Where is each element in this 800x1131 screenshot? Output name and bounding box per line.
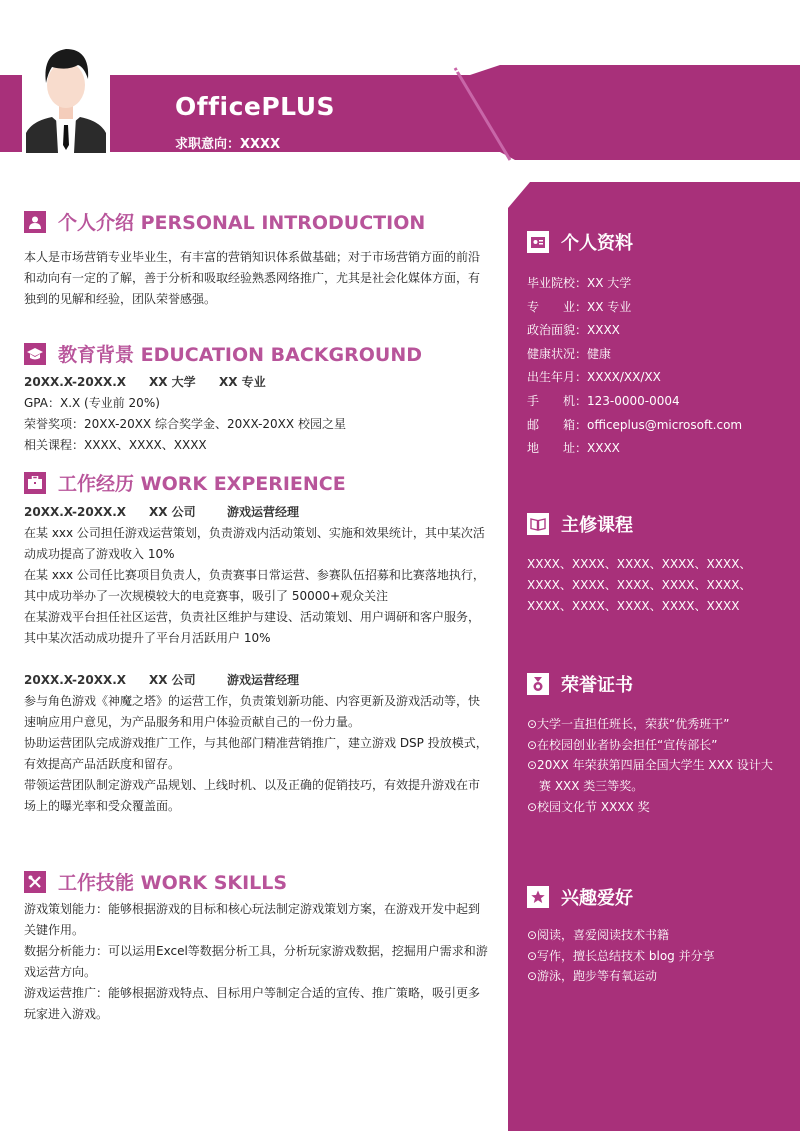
hobbies-title: 兴趣爱好 bbox=[561, 888, 633, 909]
profile-value: 健康 bbox=[587, 346, 612, 361]
star-icon bbox=[527, 886, 549, 908]
job-line: 参与角色游戏《神魔之塔》的运营工作，负责策划新功能、内容更新及游戏活动等，快速响应用户意见，为产品服务和用户体验贡献自己的一份力量。 bbox=[24, 694, 481, 729]
job-company: XX 公司 bbox=[149, 673, 196, 687]
profile-item bbox=[527, 437, 787, 461]
job-period: 20XX.X-20XX.X bbox=[24, 505, 127, 519]
profile-value: XXXX bbox=[587, 441, 620, 456]
job-intent: 求职意向：XXXX bbox=[175, 137, 281, 152]
hobby-item: ⊙阅读，喜爱阅读技术书籍 bbox=[527, 928, 670, 942]
skills-title: 工作技能 WORK SKILLS bbox=[58, 872, 288, 894]
job-line: 在某 xxx 公司任比赛项目负责人，负责赛事日常运营、参赛队伍招募和比赛落地执行，其中成功举办了一次规模较大的电竞赛事，吸引了 50000+观众关注 bbox=[24, 568, 485, 603]
person-icon bbox=[24, 211, 46, 233]
intro-text: 本人是市场营销专业毕业生，有丰富的营销知识体系做基础；对于市场营销方面的前沿和动向有一定的了解，善于分析和吸取经验熟悉网络推广，尤其是社会化媒体方面，有独到的见解和经验，团队荣誉感强。 bbox=[24, 250, 481, 306]
work-job-2 bbox=[24, 670, 489, 817]
profile-key: 健康状况： bbox=[527, 346, 588, 361]
profile-key: 邮 箱： bbox=[527, 417, 588, 432]
education-title: 教育背景 EDUCATION BACKGROUND bbox=[58, 344, 422, 366]
job-period: 20XX.X-20XX.X bbox=[24, 673, 127, 687]
education-school: XX 大学 bbox=[149, 375, 196, 389]
profile-item bbox=[527, 272, 787, 296]
honor-item: ⊙大学一直担任班长，荣获“优秀班干” bbox=[527, 717, 730, 731]
tools-icon bbox=[24, 871, 46, 893]
briefcase-icon bbox=[24, 472, 46, 494]
skills-block bbox=[24, 899, 489, 1025]
section-title-work bbox=[24, 469, 346, 496]
profile-value: XXXX/XX/XX bbox=[587, 370, 661, 385]
header-band bbox=[0, 0, 800, 170]
courses-title: 主修课程 bbox=[561, 515, 633, 536]
skill-line: 游戏运营推广：能够根据游戏特点、目标用户等制定合适的宣传、推广策略，吸引更多玩家进入游戏。 bbox=[24, 986, 481, 1021]
profile-key: 政治面貌： bbox=[527, 323, 588, 338]
profile-key: 手 机： bbox=[527, 393, 588, 408]
profile-value: XX 大学 bbox=[587, 276, 632, 290]
honor-item: ⊙20XX 年荣获第四届全国大学生 XXX 设计大 bbox=[527, 758, 773, 773]
profile-item bbox=[527, 414, 787, 438]
education-block bbox=[24, 372, 489, 456]
medal-icon bbox=[527, 673, 549, 695]
avatar bbox=[22, 37, 110, 153]
profile-key: 毕业院校： bbox=[527, 276, 588, 290]
profile-key: 出生年月： bbox=[527, 370, 588, 385]
intro-title: 个人介绍 PERSONAL INTRODUCTION bbox=[58, 212, 426, 234]
sidebar-title-honors bbox=[527, 671, 633, 697]
education-line: GPA：X.X (专业前 20%) bbox=[24, 396, 160, 410]
job-header-row bbox=[24, 670, 489, 691]
job-role: 游戏运营经理 bbox=[227, 673, 300, 687]
work-title: 工作经历 WORK EXPERIENCE bbox=[58, 473, 346, 495]
education-header-row bbox=[24, 372, 489, 393]
honors-list bbox=[527, 714, 789, 818]
work-job-1 bbox=[24, 502, 489, 649]
profile-item bbox=[527, 390, 787, 414]
job-line: 在某 xxx 公司担任游戏运营策划，负责游戏内活动策划、实施和效果统计，其中某次活动成功提高了游戏收入 10% bbox=[24, 526, 485, 561]
candidate-name: OfficePLUS bbox=[175, 92, 336, 121]
profile-value: 123-0000-0004 bbox=[587, 393, 680, 408]
job-company: XX 公司 bbox=[149, 505, 196, 519]
section-title-skills bbox=[24, 868, 287, 895]
courses-text: XXXX、XXXX、XXXX、XXXX、XXXX、XXXX、XXXX、XXXX、XXXX、XXXX、XXXX、XXXX、XXXX、XXXX、XXXX bbox=[527, 557, 752, 613]
id-card-icon bbox=[527, 231, 549, 253]
hobby-item: ⊙写作，擅长总结技术 blog 并分享 bbox=[527, 948, 715, 963]
profile-item bbox=[527, 296, 787, 320]
education-line: 相关课程：XXXX、XXXX、XXXX bbox=[24, 438, 207, 452]
section-title-education bbox=[24, 340, 422, 367]
profile-key: 地 址： bbox=[527, 441, 588, 456]
hobbies-list bbox=[527, 925, 789, 987]
profile-value: XXXX bbox=[587, 323, 620, 338]
profile-value: XX 专业 bbox=[587, 299, 632, 314]
sidebar-title-profile bbox=[527, 229, 633, 255]
honor-item-continued: 赛 XXX 类三等奖。 bbox=[539, 779, 644, 794]
profile-value: officeplus@microsoft.com bbox=[587, 417, 743, 432]
honor-item: ⊙在校园创业者协会担任“宣传部长” bbox=[527, 737, 718, 752]
profile-key: 专 业： bbox=[527, 299, 588, 314]
skill-line: 游戏策划能力：能够根据游戏的目标和核心玩法制定游戏策划方案，在游戏开发中起到关键作用。 bbox=[24, 902, 481, 937]
book-icon bbox=[527, 513, 549, 535]
honor-item: ⊙校园文化节 XXXX 奖 bbox=[527, 799, 650, 814]
education-line: 荣誉奖项：20XX-20XX 综合奖学金、20XX-20XX 校园之星 bbox=[24, 417, 346, 431]
profile-list bbox=[527, 272, 787, 461]
job-header-row bbox=[24, 502, 489, 523]
skill-line: 数据分析能力：可以运用Excel等数据分析工具，分析玩家游戏数据，挖掘用户需求和游戏运营方向。 bbox=[24, 944, 488, 979]
hobby-item: ⊙游泳，跑步等有氧运动 bbox=[527, 969, 658, 984]
profile-item bbox=[527, 319, 787, 343]
job-role: 游戏运营经理 bbox=[227, 505, 300, 519]
graduation-cap-icon bbox=[24, 343, 46, 365]
education-period: 20XX.X-20XX.X bbox=[24, 375, 127, 389]
profile-item bbox=[527, 343, 787, 367]
sidebar-title-hobbies bbox=[527, 884, 633, 910]
profile-item bbox=[527, 366, 787, 390]
honors-title: 荣誉证书 bbox=[561, 675, 633, 696]
job-line: 协助运营团队完成游戏推广工作，与其他部门精准营销推广，建立游戏 DSP 投放模式，有效提高产品活跃度和留存。 bbox=[24, 736, 488, 771]
education-major: XX 专业 bbox=[219, 375, 266, 389]
profile-title: 个人资料 bbox=[561, 233, 633, 254]
sidebar-title-courses bbox=[527, 511, 633, 537]
section-title-intro bbox=[24, 208, 425, 235]
job-line: 带领运营团队制定游戏产品规划、上线时机、以及正确的促销技巧，有效提升游戏在市场上的曝光率和受众覆盖面。 bbox=[24, 778, 481, 813]
job-line: 在某游戏平台担任社区运营，负责社区维护与建设、活动策划、用户调研和客户服务，其中某次活动成功提升了平台月活跃用户 10% bbox=[24, 610, 481, 645]
